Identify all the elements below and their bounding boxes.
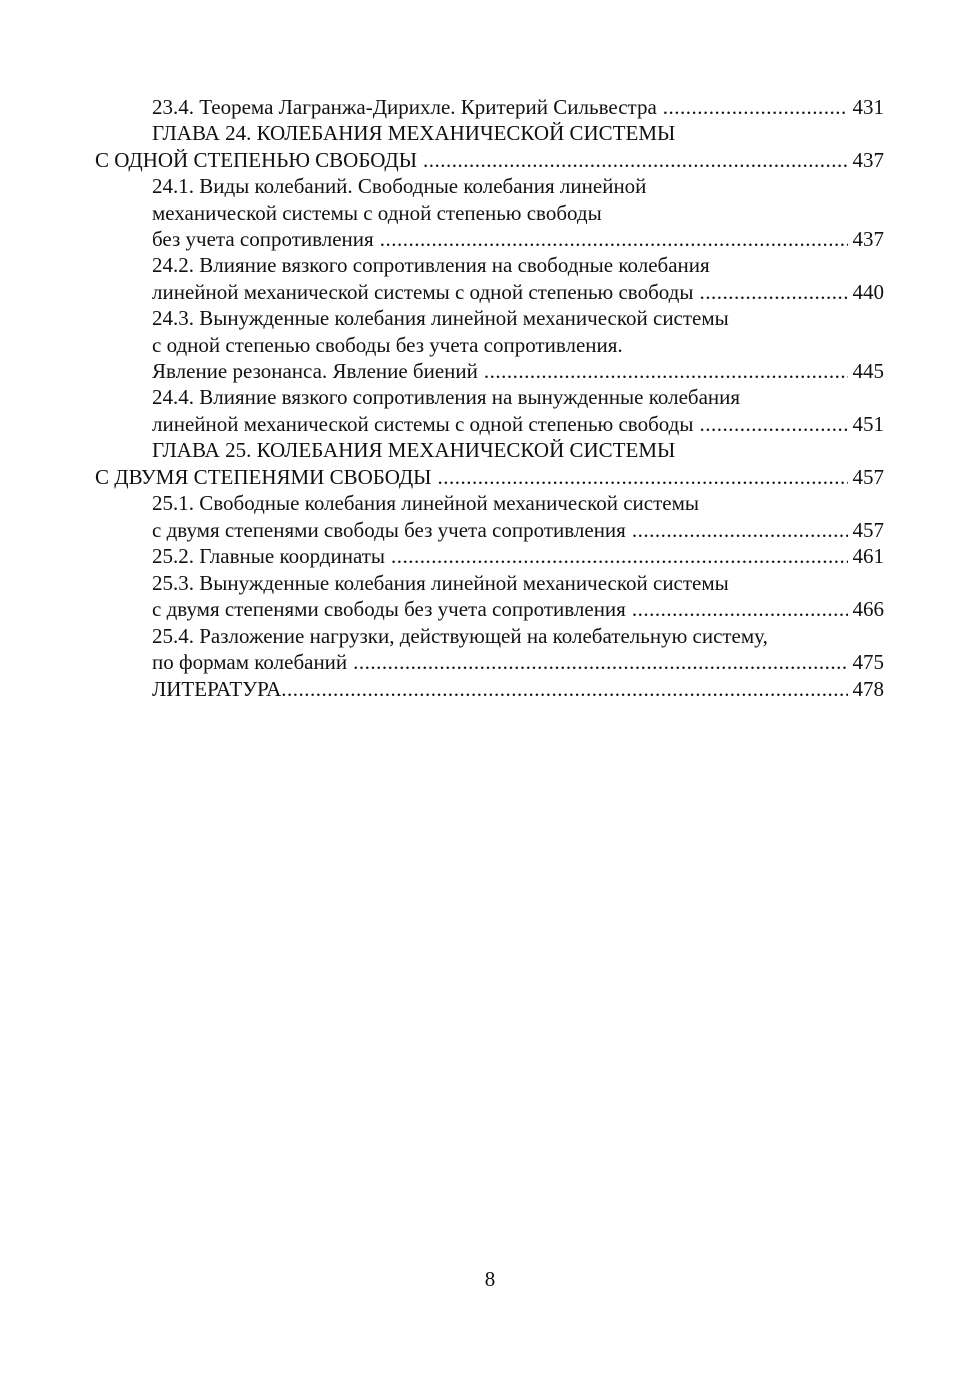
toc-entry-24-3-continued: с одной степенью свободы без учета сопротивления. bbox=[152, 333, 623, 357]
toc-entry-literature bbox=[152, 676, 884, 702]
dot-leader bbox=[632, 596, 848, 622]
toc-entry-24-1-end bbox=[152, 226, 884, 252]
toc-entry-page: 457 bbox=[852, 518, 884, 542]
chapter-24-heading: ГЛАВА 24. КОЛЕБАНИЯ МЕХАНИЧЕСКОЙ СИСТЕМЫ bbox=[152, 121, 676, 145]
toc-entry-24-3-end bbox=[152, 358, 884, 384]
dot-leader bbox=[437, 464, 847, 490]
toc-entry-title: Явление резонанса. Явление биений bbox=[152, 359, 478, 383]
toc-entry-24-3: 24.3. Вынужденные колебания линейной механической системы bbox=[152, 306, 729, 330]
dot-leader bbox=[353, 649, 847, 675]
toc-entry-24-1-continued: механической системы с одной степенью свободы bbox=[152, 201, 602, 225]
toc-entry-title: 23.4. Теорема Лагранжа-Дирихле. Критерий Сильвестра bbox=[152, 95, 657, 119]
chapter-25-heading: ГЛАВА 25. КОЛЕБАНИЯ МЕХАНИЧЕСКОЙ СИСТЕМЫ bbox=[152, 438, 676, 462]
toc-entry-25-4-end bbox=[152, 649, 884, 675]
page-number: 8 bbox=[484, 1267, 496, 1291]
toc-entry-25-1: 25.1. Свободные колебания линейной механической системы bbox=[152, 491, 699, 515]
toc-entry-23-4 bbox=[152, 94, 884, 120]
dot-leader bbox=[380, 226, 848, 252]
dot-leader bbox=[423, 147, 847, 173]
dot-leader bbox=[699, 279, 847, 305]
toc-entry-page: 431 bbox=[852, 95, 884, 119]
toc-entry-25-3-end bbox=[152, 596, 884, 622]
toc-entry-title: с двумя степенями свободы без учета сопротивления bbox=[152, 518, 626, 542]
dot-leader bbox=[663, 94, 848, 120]
toc-entry-title: С ДВУМЯ СТЕПЕНЯМИ СВОБОДЫ bbox=[95, 465, 432, 489]
toc-entry-title: линейной механической системы с одной степенью свободы bbox=[152, 412, 694, 436]
toc-entry-25-3: 25.3. Вынужденные колебания линейной механической системы bbox=[152, 571, 729, 595]
toc-entry-page: 457 bbox=[852, 465, 884, 489]
toc-entry-page: 475 bbox=[852, 650, 884, 674]
toc-entry-page: 437 bbox=[852, 148, 884, 172]
toc-entry-page: 445 bbox=[852, 359, 884, 383]
toc-entry-25-4: 25.4. Разложение нагрузки, действующей на колебательную систему, bbox=[152, 624, 768, 648]
dot-leader bbox=[699, 411, 847, 437]
toc-entry-25-2 bbox=[152, 543, 884, 569]
toc-entry-24-4-end bbox=[152, 411, 884, 437]
toc-entry-24-2: 24.2. Влияние вязкого сопротивления на свободные колебания bbox=[152, 253, 710, 277]
chapter-25-heading-continued bbox=[95, 464, 884, 490]
toc-entry-title: без учета сопротивления bbox=[152, 227, 374, 251]
toc-entry-24-4: 24.4. Влияние вязкого сопротивления на вынужденные колебания bbox=[152, 385, 741, 409]
toc-entry-page: 440 bbox=[852, 280, 884, 304]
toc-entry-title: 25.2. Главные координаты bbox=[152, 544, 386, 568]
dot-leader bbox=[391, 543, 847, 569]
toc-entry-24-2-end bbox=[152, 279, 884, 305]
toc-entry-title: с двумя степенями свободы без учета сопротивления bbox=[152, 597, 626, 621]
toc-entry-25-1-end bbox=[152, 517, 884, 543]
dot-leader bbox=[632, 517, 848, 543]
toc-entry-page: 478 bbox=[852, 677, 884, 701]
toc-entry-page: 437 bbox=[852, 227, 884, 251]
toc-entry-title: по формам колебаний bbox=[152, 650, 348, 674]
toc-entry-title: линейной механической системы с одной степенью свободы bbox=[152, 280, 694, 304]
toc-entry-page: 466 bbox=[852, 597, 884, 621]
toc-entry-title: С ОДНОЙ СТЕПЕНЬЮ СВОБОДЫ bbox=[95, 148, 418, 172]
toc-entry-24-1: 24.1. Виды колебаний. Свободные колебания линейной bbox=[152, 174, 647, 198]
toc-entry-page: 451 bbox=[852, 412, 884, 436]
toc-entry-title: ЛИТЕРАТУРА bbox=[152, 677, 282, 701]
dot-leader bbox=[484, 358, 848, 384]
toc-entry-page: 461 bbox=[852, 544, 884, 568]
dot-leader bbox=[281, 676, 847, 702]
chapter-24-heading-continued bbox=[95, 147, 884, 173]
